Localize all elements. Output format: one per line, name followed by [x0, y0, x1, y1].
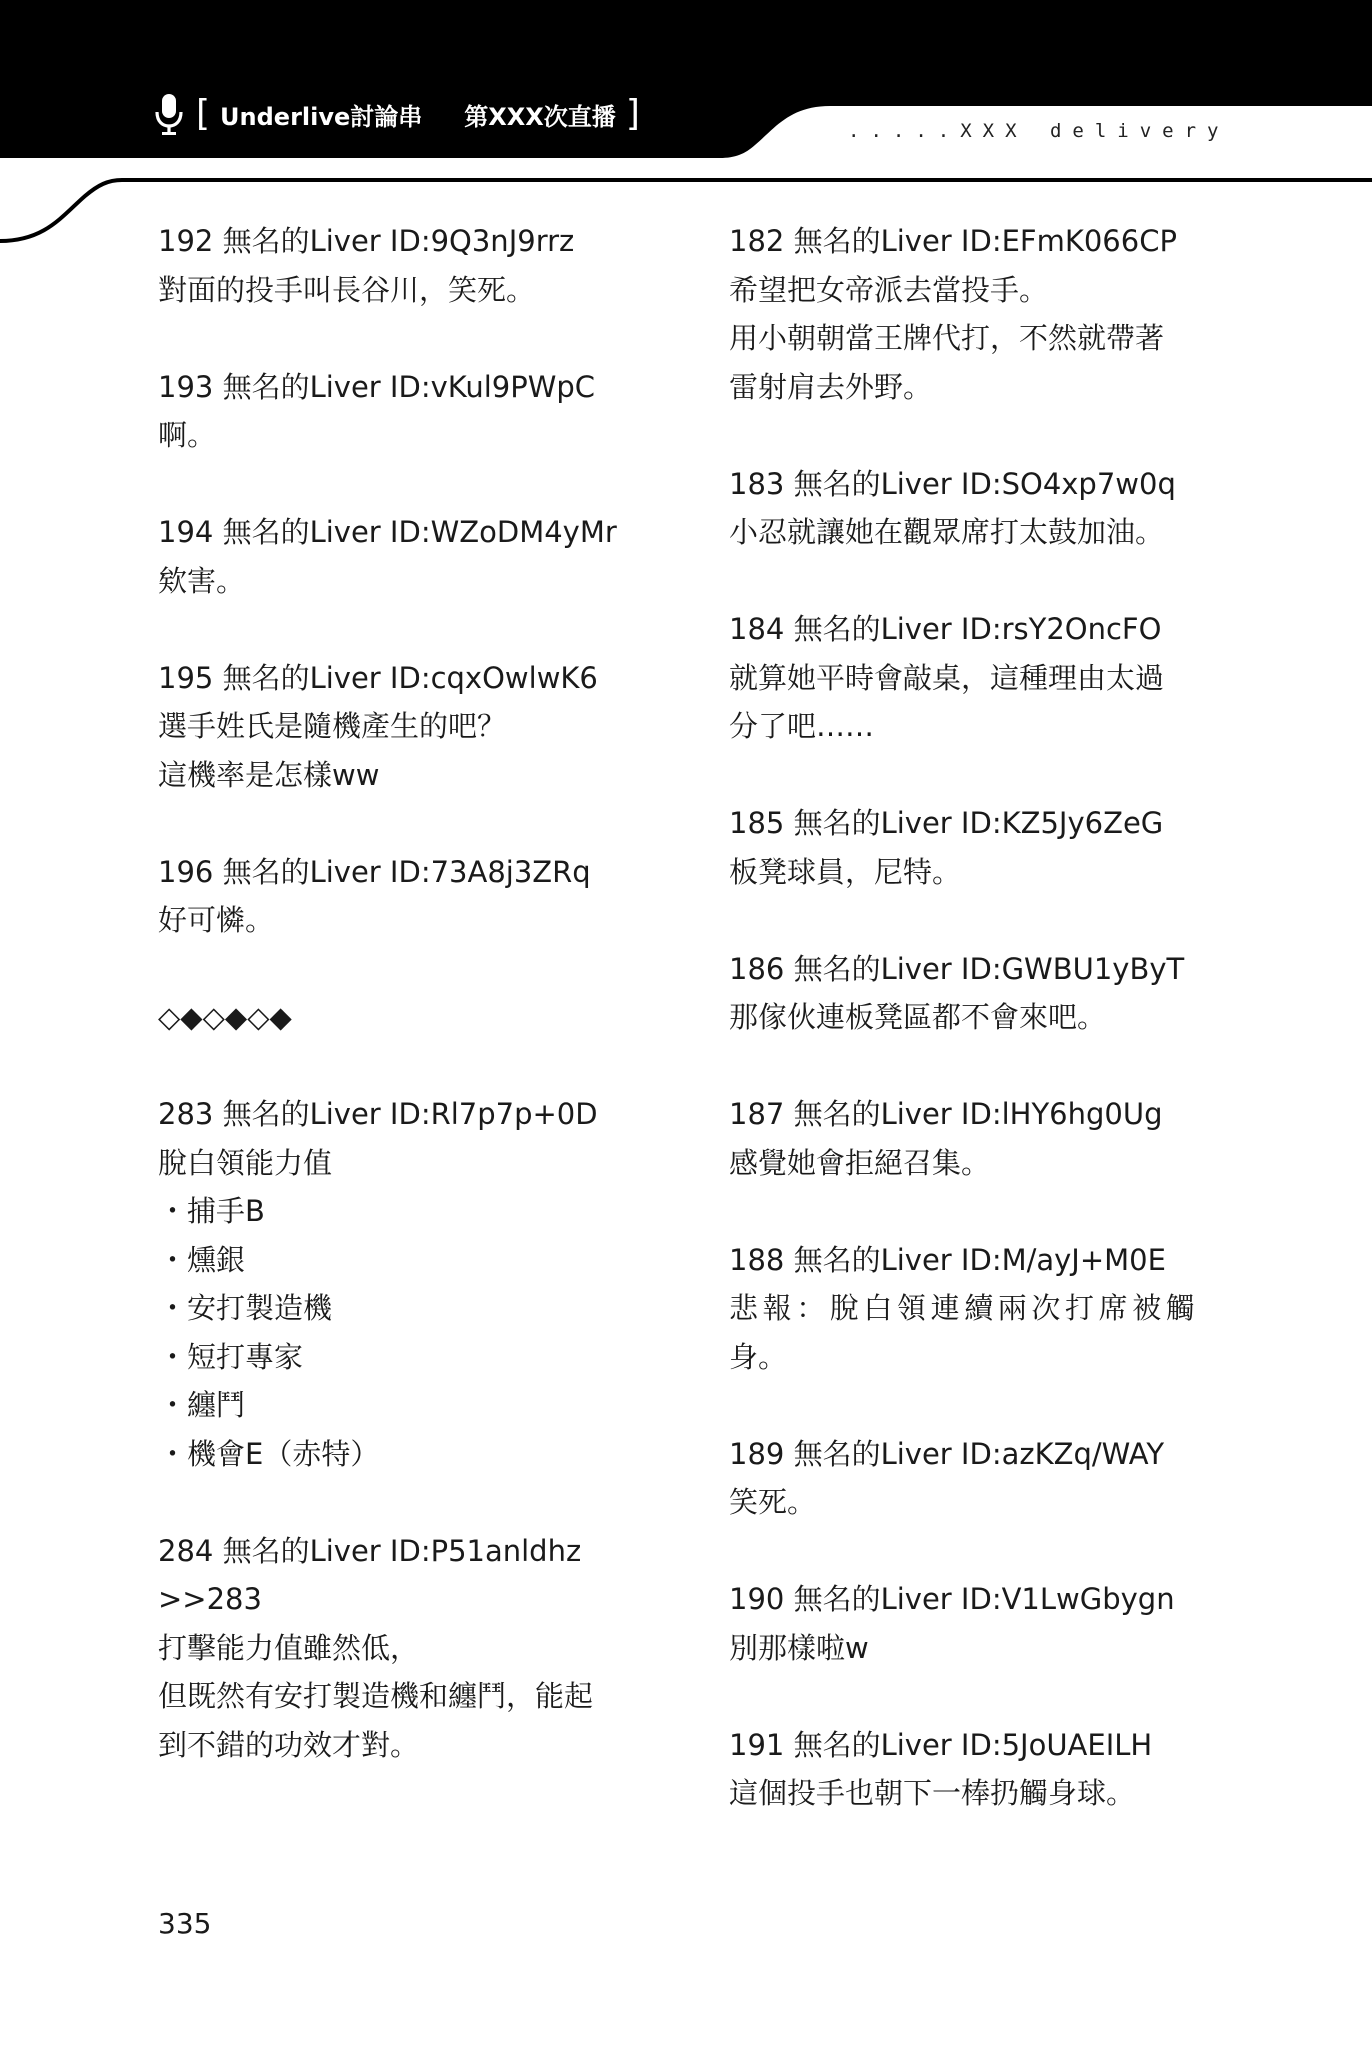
post-line: 打擊能力值雖然低，: [158, 1630, 420, 1665]
post-header: 182 無名的Liver ID:EFmK066CP: [729, 224, 1177, 258]
forum-post: [158, 1090, 678, 1478]
forum-post: [158, 217, 678, 314]
post-line: 悲報：脫白領連續兩次打席被觸: [729, 1291, 1200, 1325]
post-line: 好可憐。: [158, 903, 275, 937]
left-posts-after-divider: [158, 1090, 678, 1769]
post-line: 用小朝朝當王牌代打，不然就帶著: [729, 321, 1165, 355]
post-header: 195 無名的Liver ID:cqxOwlwK6: [158, 660, 598, 695]
post-line: 脫白領能力值: [158, 1145, 333, 1180]
post-line: ・燻銀: [158, 1242, 246, 1277]
post-line: >>283: [158, 1582, 262, 1616]
forum-post: [158, 654, 678, 800]
post-header: 191 無名的Liver ID:5JoUAEILH: [729, 1727, 1153, 1762]
post-line: 小忍就讓她在觀眾席打太鼓加油。: [729, 515, 1165, 549]
forum-post: [729, 217, 1219, 411]
broadcast-title: 第XXX次直播: [464, 102, 616, 131]
forum-post: [729, 1090, 1219, 1187]
post-header: 284 無名的Liver ID:P51anldhz: [158, 1533, 582, 1568]
post-line: 選手姓氏是隨機產生的吧？: [158, 709, 507, 743]
forum-post: [729, 945, 1219, 1042]
post-header: 189 無名的Liver ID:azKZq/WAY: [729, 1436, 1165, 1471]
post-header: 190 無名的Liver ID:V1LwGbygn: [729, 1582, 1175, 1616]
post-header: 188 無名的Liver ID:M/ayJ+M0E: [729, 1242, 1166, 1277]
post-line: ・安打製造機: [158, 1291, 333, 1325]
post-header: 194 無名的Liver ID:WZoDM4yMr: [158, 515, 617, 549]
forum-post: [729, 1430, 1219, 1527]
post-line: 這個投手也朝下一棒扔觸身球。: [729, 1776, 1136, 1810]
post-line: 雷射肩去外野。: [729, 369, 933, 404]
left-posts-before-divider: [158, 217, 678, 945]
forum-post: [729, 605, 1219, 751]
divider-diamonds: ◇◆◇◆◇◆: [158, 1000, 292, 1034]
page-number: 335: [158, 1907, 212, 1940]
delivery-tagline: .....XXX delivery: [848, 120, 1230, 142]
post-line: 這機率是怎樣ww: [158, 757, 380, 792]
post-line: 板凳球員，尼特。: [729, 854, 962, 889]
left-column: [158, 217, 678, 1818]
post-line: ・機會E（赤特）: [158, 1436, 380, 1471]
forum-post: [729, 799, 1219, 896]
post-line: ・捕手B: [158, 1194, 265, 1228]
forum-post: [158, 363, 678, 460]
post-header: 196 無名的Liver ID:73A8j3ZRq: [158, 854, 591, 889]
post-line: 希望把女帝派去當投手。: [729, 272, 1049, 307]
post-header: 283 無名的Liver ID:Rl7p7p+0D: [158, 1097, 598, 1131]
header-title: [152, 92, 640, 136]
post-line: 啊。: [158, 418, 217, 452]
post-line: 到不錯的功效才對。: [158, 1727, 420, 1762]
post-line: 對面的投手叫長谷川，笑死。: [158, 272, 536, 307]
right-column: [729, 217, 1219, 1866]
post-line: 身。: [729, 1339, 788, 1374]
post-header: 183 無名的Liver ID:SO4xp7w0q: [729, 466, 1176, 501]
post-line: 欸害。: [158, 563, 246, 598]
post-header: 193 無名的Liver ID:vKul9PWpC: [158, 369, 596, 404]
post-header: 192 無名的Liver ID:9Q3nJ9rrz: [158, 224, 575, 258]
post-line: 那傢伙連板凳區都不會來吧。: [729, 1000, 1107, 1034]
post-header: 185 無名的Liver ID:KZ5Jy6ZeG: [729, 806, 1164, 840]
post-line: 笑死。: [729, 1485, 817, 1519]
forum-post: [729, 460, 1219, 557]
forum-post: [158, 1527, 678, 1770]
bracket-open: [: [196, 93, 211, 134]
microphone-icon: [152, 92, 186, 136]
forum-post: [729, 1575, 1219, 1672]
post-line: ・短打專家: [158, 1339, 304, 1374]
forum-post: [158, 848, 678, 945]
post-line: 但既然有安打製造機和纏鬥，能起: [158, 1679, 594, 1713]
forum-post: [729, 1721, 1219, 1818]
post-line: 分了吧……: [729, 709, 875, 743]
right-posts: [729, 217, 1219, 1818]
post-line: 就算她平時會敲桌，這種理由太過: [729, 660, 1165, 695]
post-header: 184 無名的Liver ID:rsY2OncFO: [729, 612, 1162, 646]
bracket-close: ]: [625, 93, 640, 134]
forum-post: [729, 1236, 1219, 1382]
post-header: 186 無名的Liver ID:GWBU1yByT: [729, 951, 1185, 986]
post-header: 187 無名的Liver ID:lHY6hg0Ug: [729, 1097, 1163, 1131]
post-line: 別那樣啦w: [729, 1630, 869, 1665]
forum-post: [158, 508, 678, 605]
post-line: 感覺她會拒絕召集。: [729, 1145, 991, 1180]
thread-name: Underlive討論串: [220, 102, 423, 131]
post-line: ・纏鬥: [158, 1388, 246, 1422]
